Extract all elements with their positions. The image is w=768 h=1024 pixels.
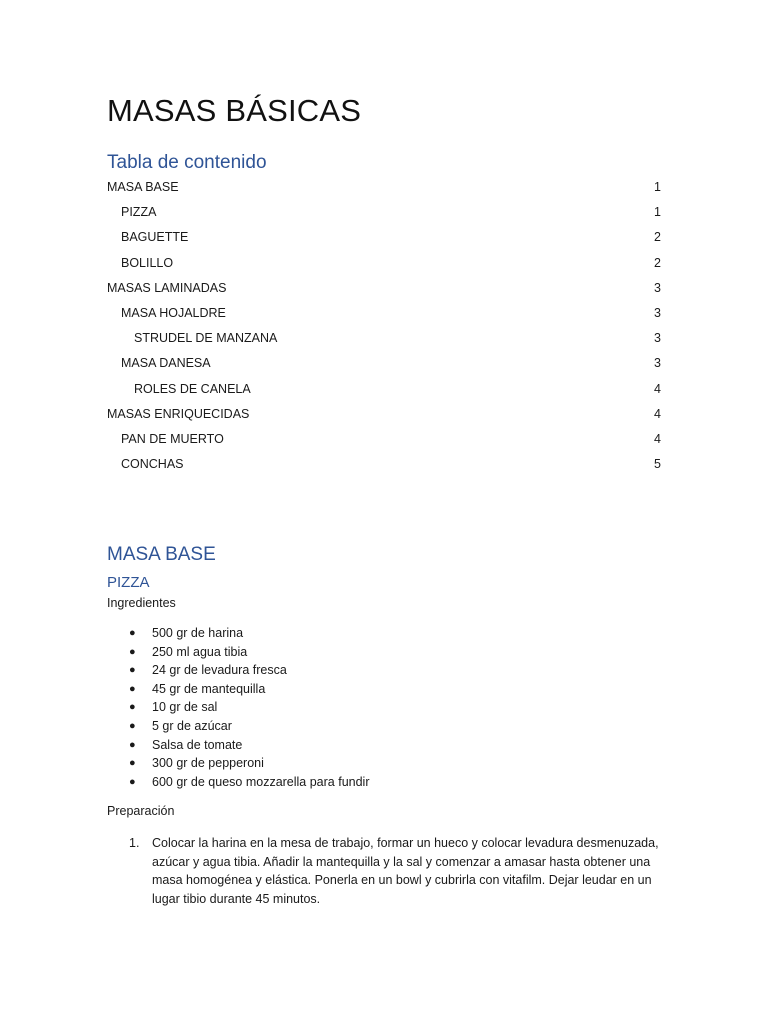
toc-entry[interactable] <box>107 252 663 277</box>
toc-entry-label[interactable]: MASA BASE <box>107 180 179 194</box>
toc-entry-page-number: 3 <box>654 331 661 346</box>
ingredient-text: 45 gr de mantequilla <box>152 681 266 696</box>
document-title: MASAS BÁSICAS <box>107 93 362 128</box>
step-text: Colocar la harina en la mesa de trabajo, formar un hueco y colocar levadura desmenuzada, azúcar y agua tibia. Añadir la mantequilla y la sal y comenzar a amasar hasta obtener una masa homogénea y elástica. Ponerla en un bowl y cubrirla con vitafilm. Dejar leudar en un lugar tibio durante 45 minutos. <box>152 836 659 906</box>
toc-entry-page-number: 5 <box>654 457 661 472</box>
bullet-icon: ● <box>129 757 136 770</box>
toc-entry-page-number: 2 <box>654 230 661 245</box>
toc-entry-page-number: 4 <box>654 406 661 421</box>
ingredient-item <box>107 736 667 755</box>
ingredient-item <box>107 680 667 699</box>
preparation-label: Preparación <box>107 804 175 818</box>
toc-entry-label[interactable]: BAGUETTE <box>121 230 189 245</box>
preparation-step <box>107 834 667 908</box>
ingredient-item <box>107 643 667 662</box>
toc-entry[interactable] <box>107 352 663 377</box>
toc-entry-page-number: 3 <box>654 305 661 320</box>
bullet-icon: ● <box>129 701 136 714</box>
toc-entry-label[interactable]: PIZZA <box>121 205 157 220</box>
ingredient-item <box>107 624 667 643</box>
ingredient-item <box>107 661 667 680</box>
ingredient-text: 500 gr de harina <box>152 626 244 640</box>
ingredient-text: 10 gr de sal <box>152 700 218 715</box>
preparation-steps <box>107 834 667 908</box>
ingredient-text: 250 ml agua tibia <box>152 644 248 659</box>
toc-entry-page-number: 1 <box>654 205 661 220</box>
ingredient-text: 600 gr de queso mozzarella para fundir <box>152 774 370 789</box>
ingredients-list <box>107 624 667 791</box>
toc-entry[interactable] <box>107 302 663 327</box>
bullet-icon: ● <box>129 738 136 751</box>
toc-entry-label[interactable]: STRUDEL DE MANZANA <box>134 331 278 346</box>
toc-entry[interactable] <box>107 453 663 478</box>
ingredient-text: 5 gr de azúcar <box>152 718 232 733</box>
ingredient-item <box>107 698 667 717</box>
toc-entry-page-number: 3 <box>654 280 661 295</box>
toc-entry-label[interactable]: MASAS LAMINADAS <box>107 280 227 295</box>
toc-entry-label[interactable]: ROLES DE CANELA <box>134 381 251 396</box>
toc-entry-label[interactable]: MASAS ENRIQUECIDAS <box>107 406 250 421</box>
toc-entry[interactable] <box>107 428 663 453</box>
bullet-icon: ● <box>129 664 136 677</box>
toc-heading: Tabla de contenido <box>107 152 267 173</box>
toc-entry-label[interactable]: CONCHAS <box>121 457 184 472</box>
ingredient-item <box>107 773 667 792</box>
subsection-heading-pizza: PIZZA <box>107 574 150 591</box>
table-of-contents <box>107 176 663 478</box>
bullet-icon: ● <box>129 775 136 788</box>
ingredients-label: Ingredientes <box>107 596 176 610</box>
ingredient-text: Salsa de tomate <box>152 737 243 752</box>
bullet-icon: ● <box>129 719 136 732</box>
toc-entry[interactable] <box>107 201 663 226</box>
ingredient-text: 300 gr de pepperoni <box>152 756 264 771</box>
ingredient-item <box>107 754 667 773</box>
toc-entry-page-number: 2 <box>654 255 661 270</box>
toc-entry[interactable] <box>107 176 663 201</box>
toc-entry[interactable] <box>107 226 663 251</box>
ingredient-text: 24 gr de levadura fresca <box>152 663 287 678</box>
toc-entry[interactable] <box>107 277 663 302</box>
toc-entry-label[interactable]: MASA HOJALDRE <box>121 305 226 320</box>
bullet-icon: ● <box>129 645 136 658</box>
step-number: 1. <box>129 836 140 850</box>
toc-entry-page-number: 4 <box>654 431 661 446</box>
toc-entry[interactable] <box>107 378 663 403</box>
bullet-icon: ● <box>129 627 136 639</box>
toc-entry-page-number: 4 <box>654 381 661 396</box>
toc-entry[interactable] <box>107 327 663 352</box>
toc-entry-label[interactable]: BOLILLO <box>121 255 174 270</box>
toc-entry-label[interactable]: MASA DANESA <box>121 356 211 371</box>
toc-entry-label[interactable]: PAN DE MUERTO <box>121 431 224 446</box>
toc-entry-page-number: 1 <box>654 180 661 194</box>
bullet-icon: ● <box>129 682 136 695</box>
toc-entry-page-number: 3 <box>654 356 661 371</box>
ingredient-item <box>107 717 667 736</box>
toc-entry[interactable] <box>107 403 663 428</box>
section-heading-masa-base: MASA BASE <box>107 544 216 565</box>
